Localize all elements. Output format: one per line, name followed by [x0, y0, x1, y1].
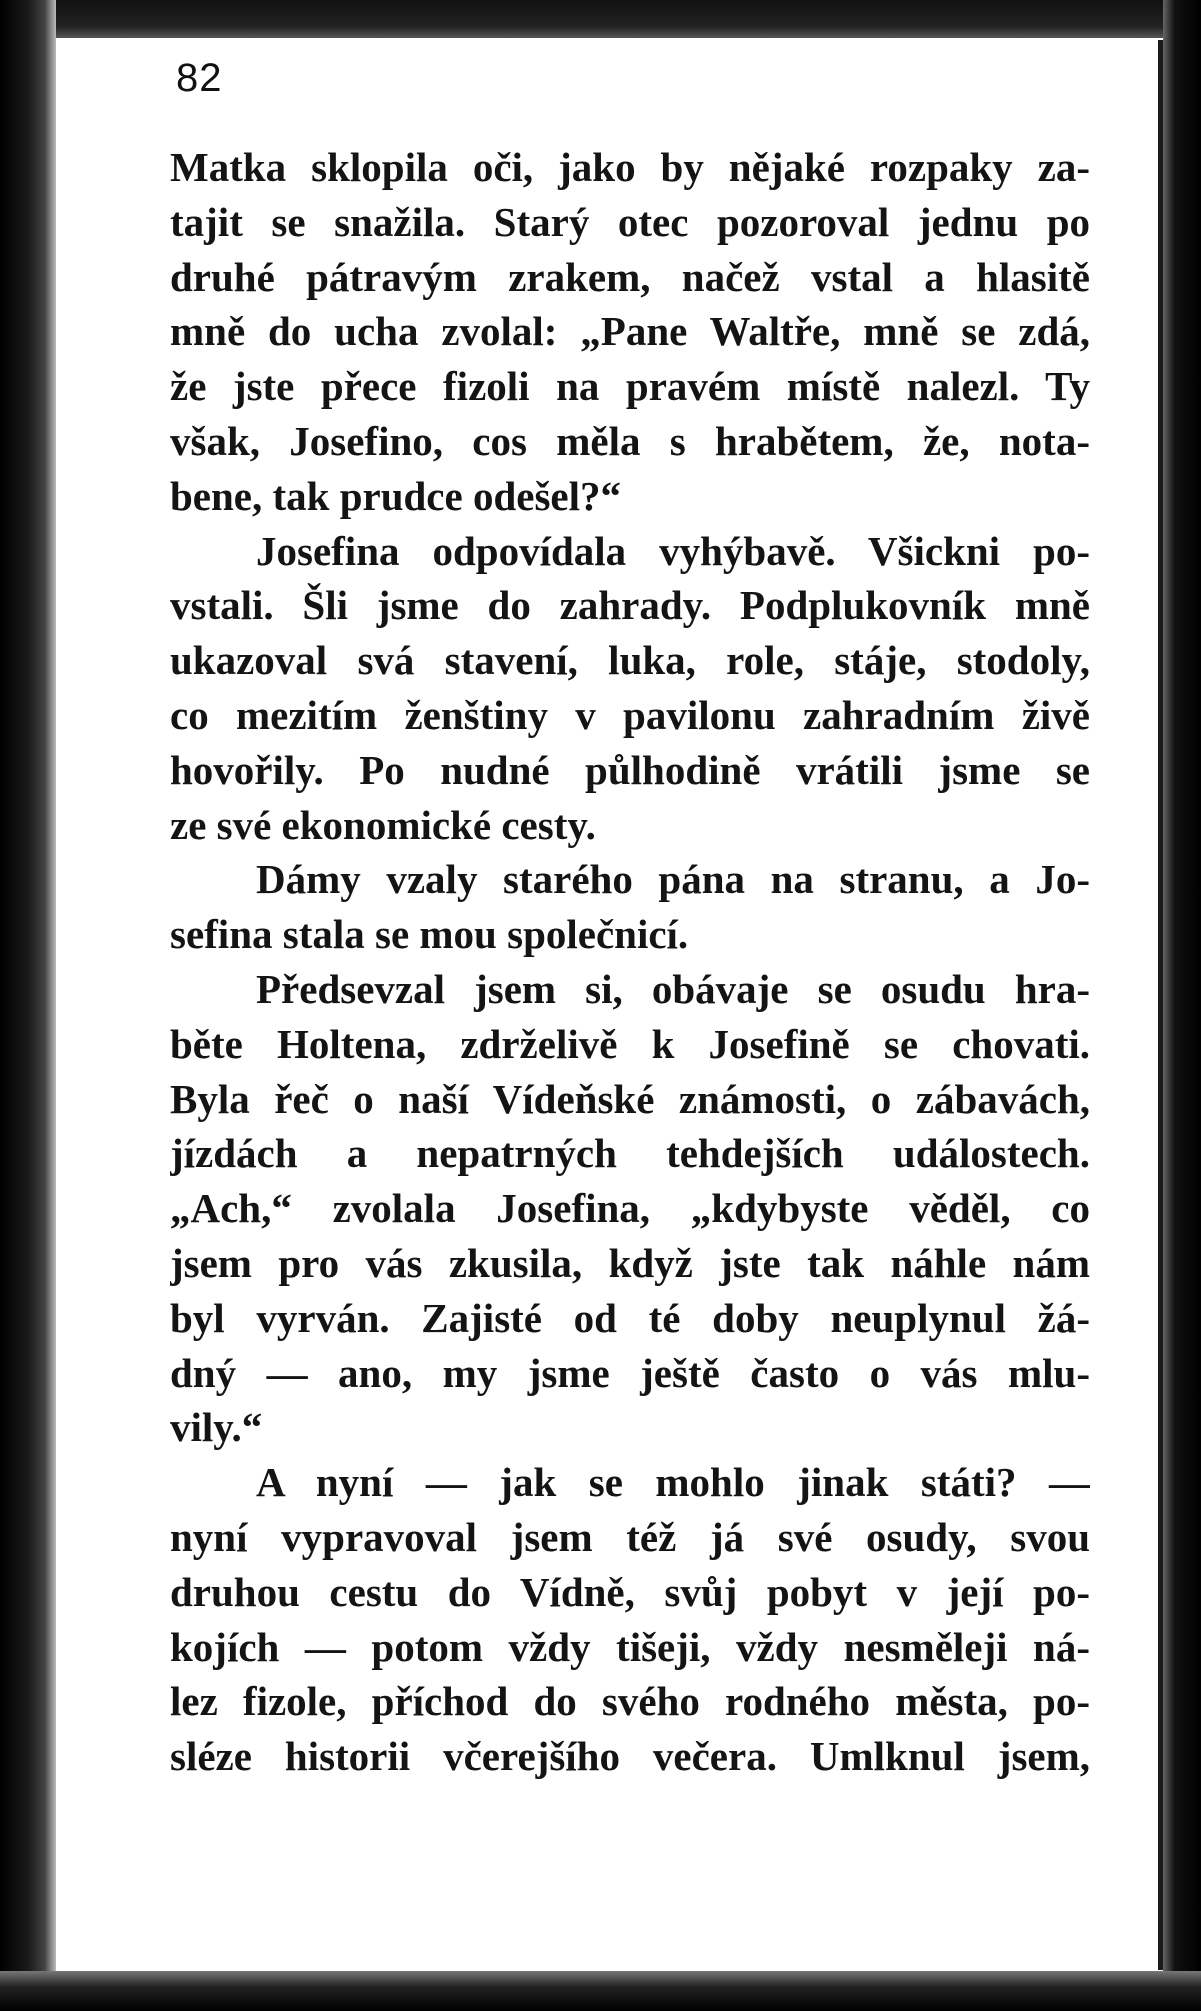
text-line: vily.“: [170, 1404, 263, 1451]
text-line: ze své ekonomické cesty.: [170, 801, 596, 848]
text-line: druhé pátravým zrakem, načež vstal a hlasitě: [170, 253, 1090, 300]
text-line: jsem pro vás zkusila, když jste tak náhle nám: [170, 1239, 1090, 1286]
scan-border-bottom: [0, 1971, 1201, 2011]
text-line: běte Holtena, zdrželivě k Josefině se chovati.: [170, 1020, 1090, 1067]
text-line: mně do ucha zvolal: „Pane Waltře, mně se zdá,: [170, 308, 1090, 355]
text-line: však, Josefino, cos měla s hrabětem, že, nota-: [170, 417, 1090, 464]
body-text: [170, 140, 1090, 1784]
text-line: tajit se snažila. Starý otec pozoroval jednu po: [170, 198, 1090, 245]
text-line: „Ach,“ zvolala Josefina, „kdybyste věděl, co: [170, 1185, 1090, 1232]
text-line: A nyní — jak se mohlo jinak státi? —: [256, 1459, 1090, 1506]
text-line: Matka sklopila oči, jako by nějaké rozpaky za-: [170, 144, 1090, 190]
text-line: hovořily. Po nudné půlhodině vrátili jsme se: [170, 746, 1090, 793]
text-line: dný — ano, my jsme ještě často o vás mlu-: [170, 1349, 1090, 1396]
text-line: sléze historii včerejšího večera. Umlknul jsem,: [170, 1733, 1090, 1780]
page-edge-rule: [1158, 40, 1163, 1970]
text-line: že jste přece fizoli na pravém místě nalezl. Ty: [170, 363, 1090, 410]
text-line: nyní vypravoval jsem též já své osudy, svou: [170, 1513, 1090, 1560]
text-line: bene, tak prudce odešel?“: [170, 472, 621, 519]
scan-border-top: [0, 0, 1201, 38]
scan-border-left: [0, 0, 56, 2011]
text-line: kojích — potom vždy tišeji, vždy nesměleji ná-: [170, 1623, 1090, 1670]
text-line: ukazoval svá stavení, luka, role, stáje, stodoly,: [170, 637, 1090, 684]
text-line: lez fizole, příchod do svého rodného města, po-: [170, 1678, 1090, 1725]
text-line: co mezitím ženštiny v pavilonu zahradním živě: [170, 691, 1090, 738]
text-line: byl vyrván. Zajisté od té doby neuplynul žá-: [170, 1294, 1090, 1341]
text-line: sefina stala se mou společnicí.: [170, 911, 689, 958]
page-number: 82: [176, 56, 223, 100]
text-line: Dámy vzaly starého pána na stranu, a Jo-: [256, 856, 1090, 903]
text-line: jízdách a nepatrných tehdejších událostech.: [170, 1130, 1090, 1177]
text-line: Byla řeč o naší Vídeňské známosti, o zábavách,: [170, 1075, 1090, 1122]
text-line: Předsevzal jsem si, obávaje se osudu hra-: [256, 965, 1090, 1012]
text-line: vstali. Šli jsme do zahrady. Podplukovník mně: [170, 582, 1090, 629]
text-line: Josefina odpovídala vyhýbavě. Všickni po-: [256, 527, 1090, 574]
scan-border-right: [1163, 0, 1201, 2011]
text-line: druhou cestu do Vídně, svůj pobyt v její po-: [170, 1568, 1090, 1615]
